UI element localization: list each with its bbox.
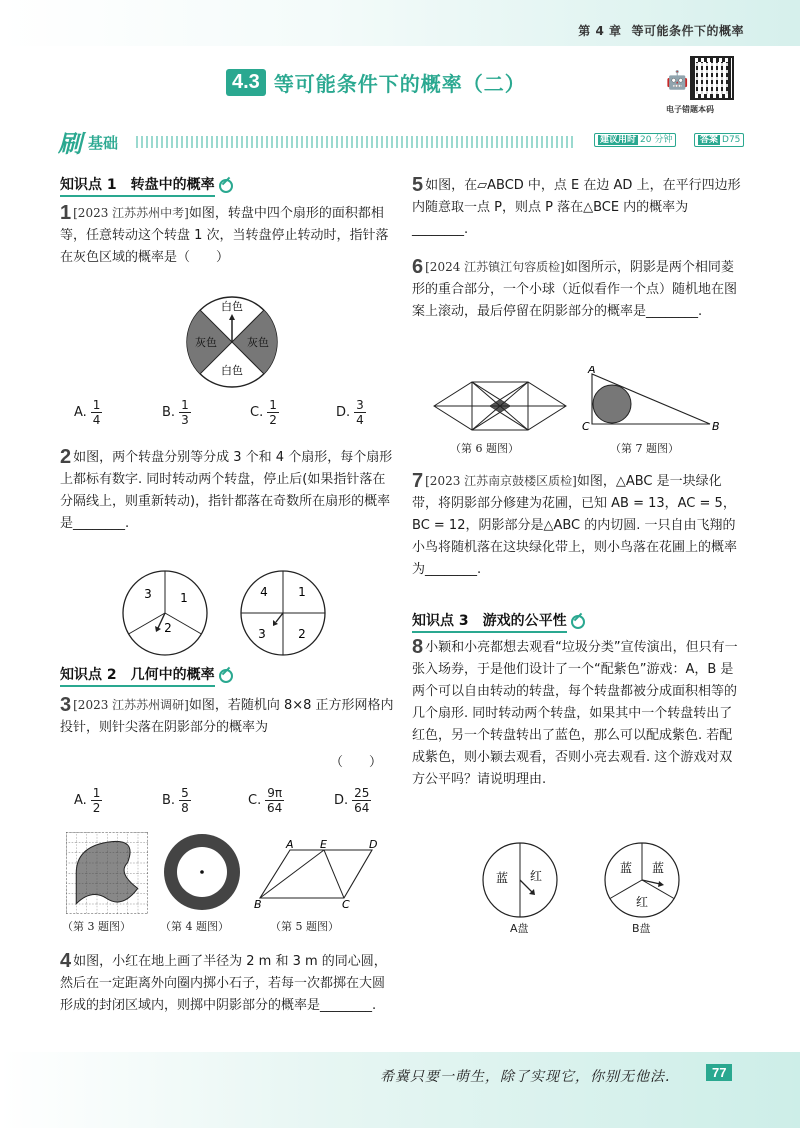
- q8-spinner-b: [602, 840, 682, 920]
- q3-option-d[interactable]: D. $\frac{25}{64}$: [334, 786, 370, 815]
- q1-spinner: [182, 296, 282, 388]
- svg-text:1: 1: [180, 591, 188, 605]
- disc-a-caption: A盘: [510, 922, 529, 935]
- svg-text:蓝: 蓝: [495, 871, 509, 885]
- q1-option-c[interactable]: C. $\frac{1}{2}$: [250, 398, 277, 427]
- qr-code-icon[interactable]: [690, 56, 734, 100]
- svg-text:1: 1: [298, 585, 306, 599]
- question-4: 4 如图，小红在地上画了半径为 2 m 和 3 m 的同心圆，然后在一定距离外向圈内掷小石子，若每一次都掷在大圆形成的封闭区域内，则掷中阴影部分的概率是________.: [60, 950, 387, 1013]
- q1-option-b[interactable]: B. $\frac{1}{3}$: [162, 398, 189, 427]
- question-3: 3 [2023 江苏苏州调研]如图，若随机向 8×8 正方形网格内投针，则针尖落在阴影部分的概率为: [60, 694, 394, 735]
- svg-text:2: 2: [164, 621, 172, 635]
- question-8: 8 小颖和小亮都想去观看“垃圾分类”宣传演出，但只有一张入场券，于是他们设计了一个“配紫色”游戏：A，B 是两个可以自由转动的转盘，每个转盘都被分成面积相等的几个扇形. 同时转动两个转盘，如果其中一个转盘转出了红色，另一个转盘转出了蓝色，那么可以配成紫色. 若配成紫色，则小颖去观看，否则小亮去观看. 这个游戏对双方公平吗？请说明理由.: [412, 636, 738, 787]
- svg-text:3: 3: [258, 627, 266, 641]
- q2-spinner-3: [120, 568, 210, 658]
- qr-caption: 电子错题本码: [666, 105, 714, 114]
- q3-answer-paren[interactable]: （ ）: [330, 755, 383, 770]
- svg-text:蓝: 蓝: [651, 861, 665, 875]
- q8-spinner-a: [480, 840, 560, 920]
- knowledge-point-3: 知识点 3 游戏的公平性: [412, 610, 585, 633]
- answer-tag: 答案 D75: [694, 133, 744, 147]
- svg-text:红: 红: [529, 869, 543, 883]
- page-number: 77: [706, 1064, 732, 1081]
- jichu-label: 基础: [88, 134, 119, 152]
- question-2: 2 如图，两个转盘分别等分成 3 个和 4 个扇形，每个扇形上都标有数字. 同时转动两个转盘，停止后(如果指针落在分隔线上，则重新转动)，指针都落在奇数所在扇形的概率是________.: [60, 446, 393, 531]
- footer-band: [0, 1052, 800, 1128]
- question-1: 1 [2023 江苏苏州中考]如图，转盘中四个扇形的面积都相等，任意转动这个转盘 1 次，当转盘停止转动时，指针落在灰色区域的概率是（ ）: [60, 202, 389, 265]
- q7-triangle-figure: [582, 366, 722, 432]
- q3-grid-figure: [66, 832, 148, 914]
- q5-parallelogram-figure: [252, 840, 382, 912]
- question-7: 7 [2023 江苏南京鼓楼区质检]如图，△ABC 是一块绿化带，将阴影部分修建为花圃，已知 AB = 13，AC = 5，BC = 12，阴影部分是△ABC 的内切圆. 一只自由飞翔的小鸟将随机落在这块绿化带上，则小鸟落在花圃上的概率为________.: [412, 470, 738, 577]
- q1-label-bottom: 白色: [221, 364, 243, 377]
- disc-b-caption: B盘: [632, 922, 651, 935]
- svg-text:B: B: [254, 898, 262, 911]
- svg-text:A: A: [588, 366, 596, 376]
- section-title: 等可能条件下的概率（二）: [273, 71, 526, 96]
- q2-spinner-4: [238, 568, 328, 658]
- caption-fig3: （第 3 题图）: [62, 920, 131, 933]
- svg-text:2: 2: [298, 627, 306, 641]
- svg-text:红: 红: [635, 895, 649, 909]
- q1-option-d[interactable]: D. $\frac{3}{4}$: [336, 398, 364, 427]
- target-icon: [571, 615, 585, 629]
- q3-option-c[interactable]: C. $\frac{9\pi}{64}$: [248, 786, 283, 815]
- q4-concentric-circles-figure: [162, 832, 242, 912]
- shua-label: 刷: [58, 130, 82, 158]
- q1-label-left: 灰色: [195, 336, 217, 349]
- q3-option-a[interactable]: A. $\frac{1}{2}$: [74, 786, 101, 815]
- target-icon: [219, 669, 233, 683]
- question-5: 5 如图，在▱ABCD 中，点 E 在边 AD 上，在平行四边形内随意取一点 P，则点 P 落在△BCE 内的概率为________.: [412, 174, 741, 237]
- svg-text:蓝: 蓝: [619, 861, 633, 875]
- practice-bar: [58, 128, 772, 158]
- svg-text:C: C: [582, 420, 590, 432]
- svg-text:4: 4: [260, 585, 268, 599]
- knowledge-point-2: 知识点 2 几何中的概率: [60, 664, 233, 687]
- robot-mascot-icon: 🤖: [666, 70, 689, 91]
- q1-option-a[interactable]: A. $\frac{1}{4}$: [74, 398, 101, 427]
- caption-fig4: （第 4 题图）: [160, 920, 229, 933]
- q1-label-right: 灰色: [247, 336, 269, 349]
- chapter-title: 等可能条件下的概率: [631, 24, 744, 38]
- svg-text:A: A: [286, 840, 294, 851]
- svg-text:D: D: [369, 840, 378, 851]
- chapter-number: 第 4 章: [578, 24, 622, 38]
- svg-text:B: B: [712, 420, 720, 432]
- suggested-time-tag: 建议用时 20 分钟: [594, 133, 676, 147]
- caption-fig6: （第 6 题图）: [450, 442, 519, 455]
- svg-text:3: 3: [144, 587, 152, 601]
- question-6: 6 [2024 江苏镇江句容质检]如图所示，阴影是两个相同菱形的重合部分，一个小球（近似看作一个点）随机地在图案上滚动，最后停留在阴影部分的概率是________.: [412, 256, 738, 319]
- caption-fig7: （第 7 题图）: [610, 442, 679, 455]
- q6-rhombus-figure: [432, 380, 568, 432]
- decorative-stripes: [136, 136, 576, 148]
- footer-motto: 希冀只要一萌生，除了实现它，你别无他法.: [380, 1069, 671, 1085]
- section-title-wrap: [226, 64, 526, 100]
- section-number: 4.3: [226, 69, 266, 96]
- svg-text:E: E: [320, 840, 327, 851]
- chapter-header: [578, 22, 744, 39]
- q3-option-b[interactable]: B. $\frac{5}{8}$: [162, 786, 189, 815]
- target-icon: [219, 179, 233, 193]
- caption-fig5: （第 5 题图）: [270, 920, 339, 933]
- svg-text:C: C: [342, 898, 350, 911]
- q1-label-top: 白色: [221, 300, 243, 313]
- knowledge-point-1: 知识点 1 转盘中的概率: [60, 174, 233, 197]
